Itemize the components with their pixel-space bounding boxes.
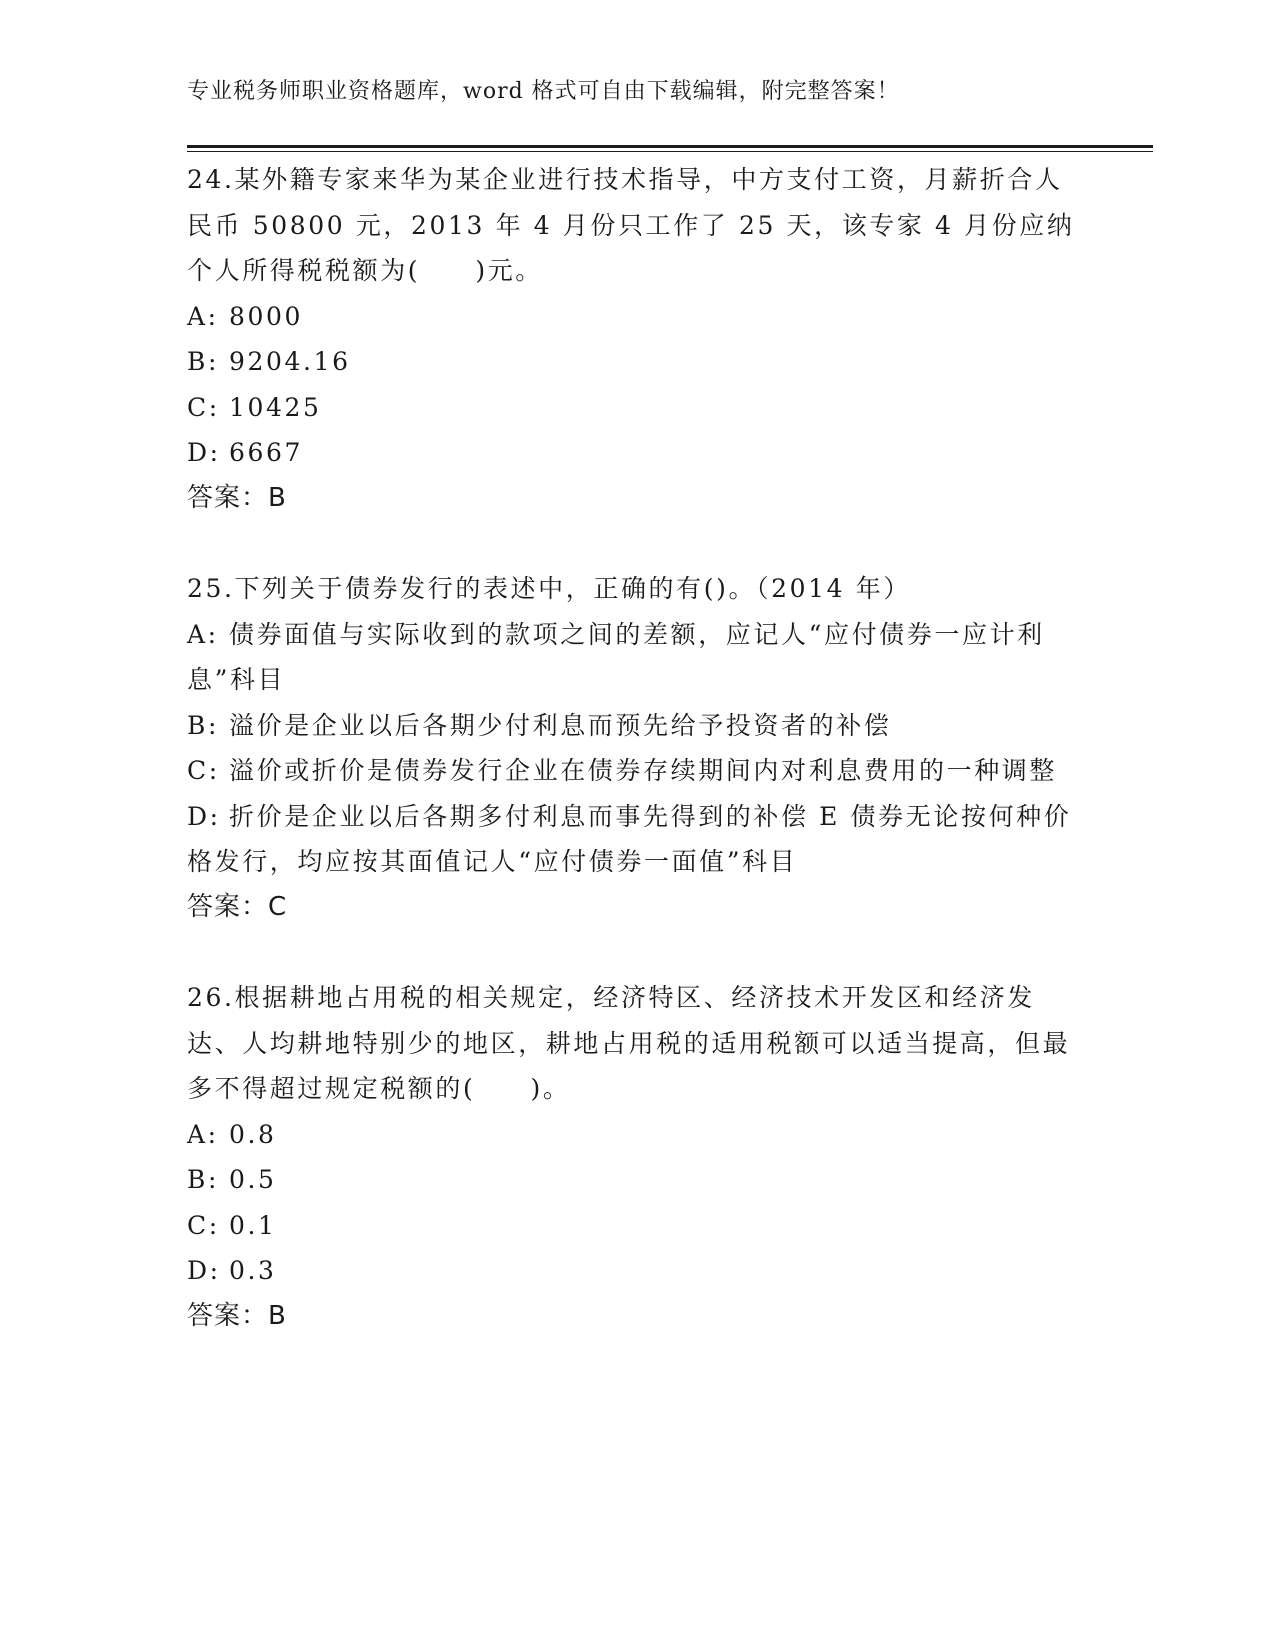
option-text: 折价是企业以后各期多付利息而事先得到的补偿 E 债券无论按何种价格发行，均应按其面值记人“应付债券一面值”科目 (187, 801, 1072, 876)
header-rule-thick (187, 145, 1153, 148)
option-text: 0.5 (229, 1165, 277, 1194)
option-d (187, 430, 1087, 476)
option-text: 10425 (229, 392, 322, 422)
header-rule-thin (187, 151, 1153, 152)
option-text: 债券面值与实际收到的款项之间的差额，应记人“应付债券一应计利息”科目 (187, 619, 1045, 694)
option-key: C: (187, 392, 220, 422)
option-key: B: (187, 710, 219, 740)
question-list (187, 157, 1087, 1339)
question-stem: 25.下列关于债券发行的表述中，正确的有()。（2014 年） (187, 574, 911, 603)
option-b (187, 339, 1087, 385)
option-key: D: (187, 438, 221, 467)
answer-line: 答案：B (187, 1300, 287, 1331)
option-key: A: (187, 619, 219, 649)
option-text: 6667 (229, 438, 304, 467)
option-key: A: (187, 301, 219, 331)
option-d (187, 794, 1087, 885)
option-c (187, 385, 1087, 431)
option-a (187, 294, 1087, 340)
option-a (187, 1112, 1087, 1158)
option-b (187, 1157, 1087, 1203)
question-spacer (187, 521, 1087, 566)
question-item (187, 157, 1087, 521)
option-key: B: (187, 347, 219, 376)
option-text: 0.8 (229, 1119, 277, 1149)
option-b (187, 703, 1087, 749)
option-key: D: (187, 801, 221, 831)
option-text: 溢价是企业以后各期少付利息而预先给予投资者的补偿 (229, 710, 892, 740)
option-c (187, 1203, 1087, 1249)
option-text: 0.3 (229, 1256, 277, 1285)
answer-line: 答案：C (187, 891, 288, 922)
option-key: C: (187, 1210, 220, 1240)
option-text: 溢价或折价是债券发行企业在债券存续期间内对利息费用的一种调整 (229, 756, 1058, 785)
answer-line: 答案：B (187, 482, 287, 513)
option-key: C: (187, 756, 220, 785)
question-stem: 24.某外籍专家来华为某企业进行技术指导，中方支付工资，月薪折合人民币 50800 元，2013 年 4 月份只工作了 25 天，该专家 4 月份应纳个人所得税税额为( )元。 (187, 165, 1075, 285)
question-item (187, 566, 1087, 930)
option-text: 9204.16 (229, 347, 351, 376)
option-key: A: (187, 1119, 219, 1149)
option-key: B: (187, 1165, 219, 1194)
question-spacer (187, 930, 1087, 975)
option-key: D: (187, 1256, 221, 1285)
option-c (187, 748, 1087, 794)
option-text: 0.1 (229, 1210, 277, 1240)
option-text: 8000 (229, 301, 304, 331)
page-header: 专业税务师职业资格题库，word 格式可自由下载编辑，附完整答案！ (187, 79, 900, 104)
option-a (187, 612, 1087, 703)
question-stem: 26.根据耕地占用税的相关规定，经济特区、经济技术开发区和经济发达、人均耕地特别少的地区，耕地占用税的适用税额可以适当提高，但最多不得超过规定税额的( )。 (187, 983, 1071, 1103)
question-item (187, 975, 1087, 1339)
option-d (187, 1248, 1087, 1294)
